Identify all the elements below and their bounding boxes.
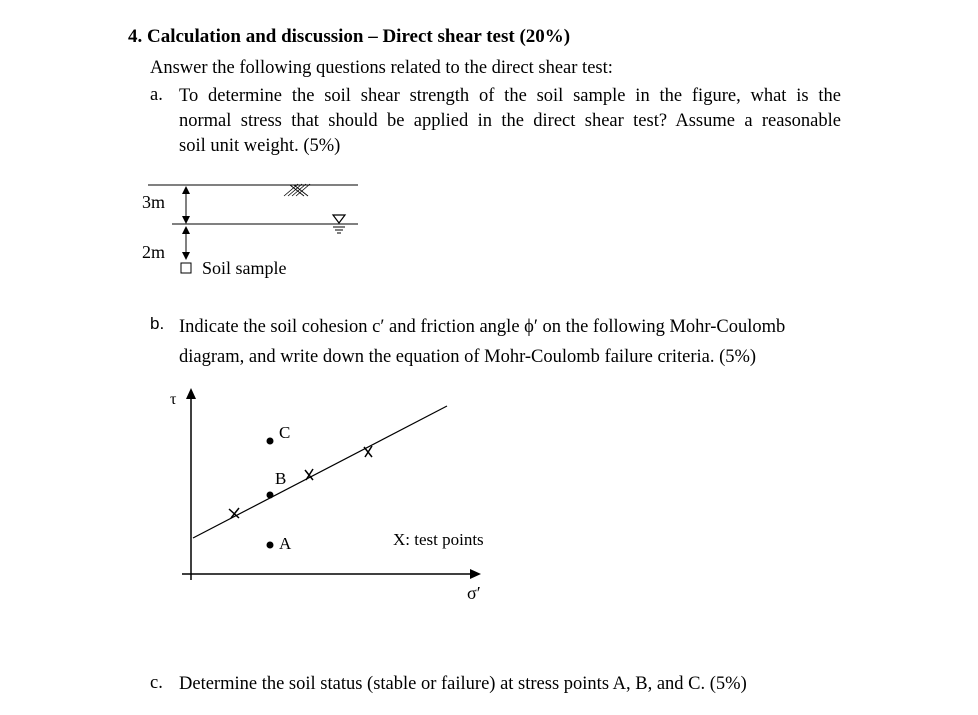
tau-axis-arrowhead — [186, 388, 196, 399]
depth-lower-label: 2m — [142, 242, 166, 262]
question-a-line-2: normal stress that should be applied in the direct shear test? Assume a reasonable — [179, 111, 841, 131]
point-b-label: B — [275, 469, 287, 488]
sigma-axis-label: σ′ — [467, 583, 481, 603]
stress-point-a — [267, 542, 274, 549]
point-c-label: C — [279, 423, 291, 442]
soil-profile-figure — [130, 172, 370, 287]
point-a-label: A — [279, 534, 292, 553]
sigma-axis-arrowhead — [470, 569, 481, 579]
question-b-label: b. — [150, 314, 165, 333]
question-a-line-3: soil unit weight. (5%) — [179, 136, 341, 156]
question-a-line-1: To determine the soil shear strength of the soil sample in the figure, what is the — [179, 86, 841, 106]
section-intro: Answer the following questions related to the direct shear test: — [150, 58, 613, 78]
depth-upper-label: 3m — [142, 192, 166, 212]
mohr-coulomb-diagram — [160, 385, 520, 610]
question-c-text: Determine the soil status (stable or failure) at stress points A, B, and C. (5%) — [179, 674, 747, 694]
test-points-legend: X: test points — [393, 530, 484, 549]
stress-point-b — [267, 492, 274, 499]
soil-sample-box — [181, 263, 191, 273]
ground-hatch-icon — [284, 184, 310, 196]
stress-point-c — [267, 438, 274, 445]
question-b-line-1: Indicate the soil cohesion c′ and friction angle ϕ′ on the following Mohr-Coulomb — [179, 317, 786, 337]
question-a-label: a. — [150, 85, 163, 105]
question-b-line-2: diagram, and write down the equation of Mohr-Coulomb failure criteria. (5%) — [179, 347, 757, 367]
failure-envelope-line — [193, 406, 447, 538]
section-heading: 4. Calculation and discussion – Direct shear test (20%) — [128, 26, 571, 47]
dimension-arrow-3m — [182, 186, 190, 224]
soil-sample-label: Soil sample — [202, 258, 287, 278]
tau-axis-label: τ — [170, 391, 177, 408]
dimension-arrow-2m — [182, 226, 190, 260]
mohr-coulomb-svg — [160, 385, 520, 610]
question-c-label: c. — [150, 673, 163, 693]
